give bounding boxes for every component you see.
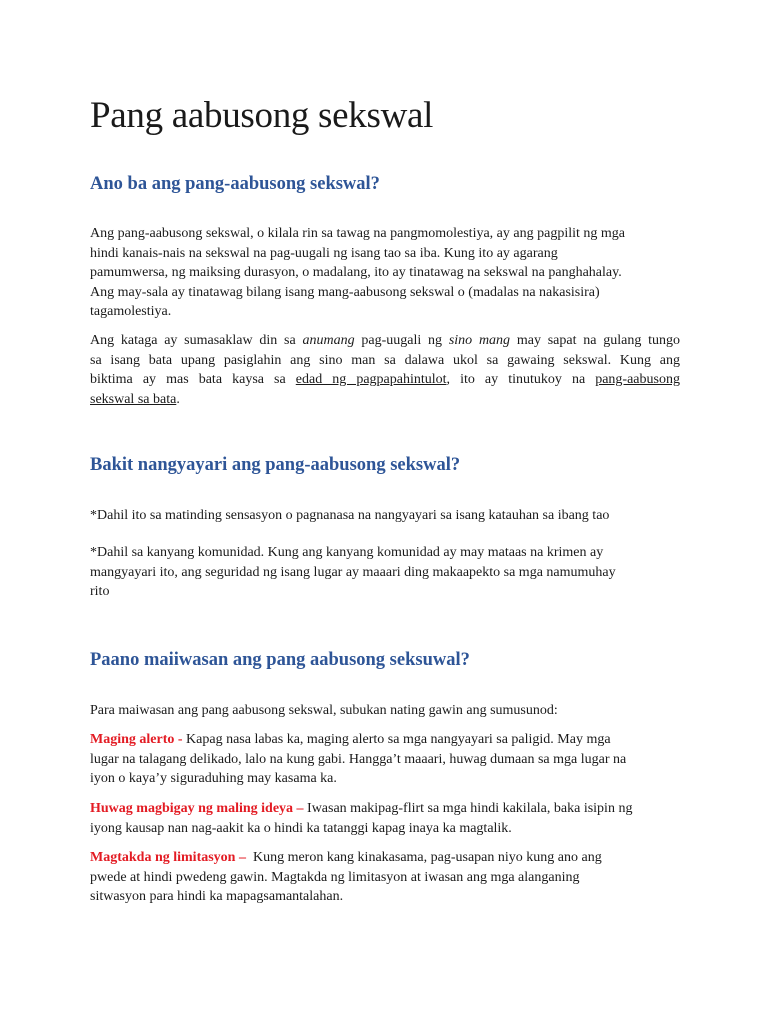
paragraph-line: pamumwersa, ng maiksing durasyon, o madalang, ito ay tinatawag na sekswal na panghahalay.	[90, 265, 622, 280]
paragraph-line: hindi kanais-nais na sekswal na pag-uugali ng isang tao sa iba. Kung ito ay agarang	[90, 245, 558, 261]
paragraph-line: biktima ay mas bata kaysa sa edad ng pagpapahintulot, ito ay tinutukoy na pang-aabusong	[90, 372, 680, 387]
section-heading-why: Bakit nangyayari ang pang-aabusong sekswal?	[90, 455, 461, 475]
paragraph-line: Maging alerto - Kapag nasa labas ka, maging alerto sa mga nangyayari sa paligid. May mga	[90, 732, 611, 747]
paragraph-line: tagamolestiya.	[90, 304, 172, 319]
paragraph-line: Huwag magbigay ng maling ideya – Iwasan makipag-flirt sa mga hindi kakilala, baka isipin ng	[90, 801, 633, 816]
paragraph-line: *Dahil sa kanyang komunidad. Kung ang kanyang komunidad ay may mataas na krimen ay	[90, 545, 604, 560]
intro-paragraph	[90, 701, 680, 721]
paragraph-line: pwede at hindi pwedeng gawin. Magtakda ng limitasyon at iwasan ang mga alanganing	[90, 869, 580, 885]
emphasis-anumang: anumang	[302, 333, 355, 348]
section-heading-how-to-avoid: Paano maiiwasan ang pang aabusong seksuwal?	[90, 650, 470, 670]
tip-maging-alerto	[90, 730, 680, 789]
tip-magtakda-ng-limitasyon	[90, 848, 680, 907]
paragraph-line: Magtakda ng limitasyon – Kung meron kang kinakasama, pag-usapan niyo kung ano ang	[90, 850, 602, 865]
paragraph-line: iyong kausap nan nag-aakit ka o hindi ka tatanggi kapag inaya ka magtalik.	[90, 820, 512, 836]
document-title: Pang aabusong sekswal	[90, 95, 434, 136]
paragraph-line: mangyayari ito, ang seguridad ng isang lugar ay maaari ding makaapekto sa mga namumuhay	[90, 564, 616, 580]
definition-paragraph	[90, 224, 680, 322]
paragraph-line: sitwasyon para hindi ka mapagsamantalahan.	[90, 889, 344, 904]
link-pang-aabusong-sekswal-sa-bata-cont[interactable]: sekswal sa bata	[90, 391, 177, 407]
tip-label: Magtakda ng limitasyon –	[90, 850, 246, 865]
paragraph-line: Ang pang-aabusong sekswal, o kilala rin sa tawag na pangmomolestiya, ay ang pagpilit ng mga	[90, 226, 625, 241]
paragraph-line: rito	[90, 584, 110, 599]
section-heading-what-is: Ano ba ang pang-aabusong sekswal?	[90, 174, 380, 194]
paragraph-line: Ang may-sala ay tinatawag bilang isang mang-aabusong sekswal o (madalas na nakasisira)	[90, 284, 600, 300]
tip-label: Huwag magbigay ng maling ideya –	[90, 801, 304, 816]
paragraph-line: sa isang bata upang pasiglahin ang sino man sa dalawa ukol sa gawaing sekswal. Kung ang	[90, 352, 680, 368]
paragraph-line: sekswal sa bata.	[90, 391, 180, 407]
reason-paragraph-1	[90, 506, 680, 526]
paragraph-line: Para maiwasan ang pang aabusong sekswal, subukan nating gawin ang sumusunod:	[90, 703, 558, 718]
scope-paragraph	[90, 331, 680, 409]
emphasis-sino-mang: sino mang	[448, 333, 511, 348]
paragraph-line: *Dahil ito sa matinding sensasyon o pagnanasa na nangyayari sa isang katauhan sa ibang tao	[90, 508, 610, 523]
reason-paragraph-2	[90, 543, 680, 602]
link-edad-ng-pagpapahintulot[interactable]: edad ng pagpapahintulot	[295, 372, 447, 387]
paragraph-line: Ang kataga ay sumasaklaw din sa anumang pag-uugali ng sino mang may sapat na gulang tungo	[90, 333, 681, 348]
paragraph-line: iyon o kaya’y siguraduhing may kasama ka.	[90, 771, 337, 786]
tip-huwag-magbigay	[90, 799, 680, 838]
link-pang-aabusong-sekswal-sa-bata[interactable]: pang-aabusong	[595, 372, 680, 387]
tip-label: Maging alerto -	[90, 732, 183, 747]
paragraph-line: lugar na talagang delikado, lalo na kung gabi. Hangga’t maaari, huwag dumaan sa mga lugar na	[90, 751, 627, 767]
